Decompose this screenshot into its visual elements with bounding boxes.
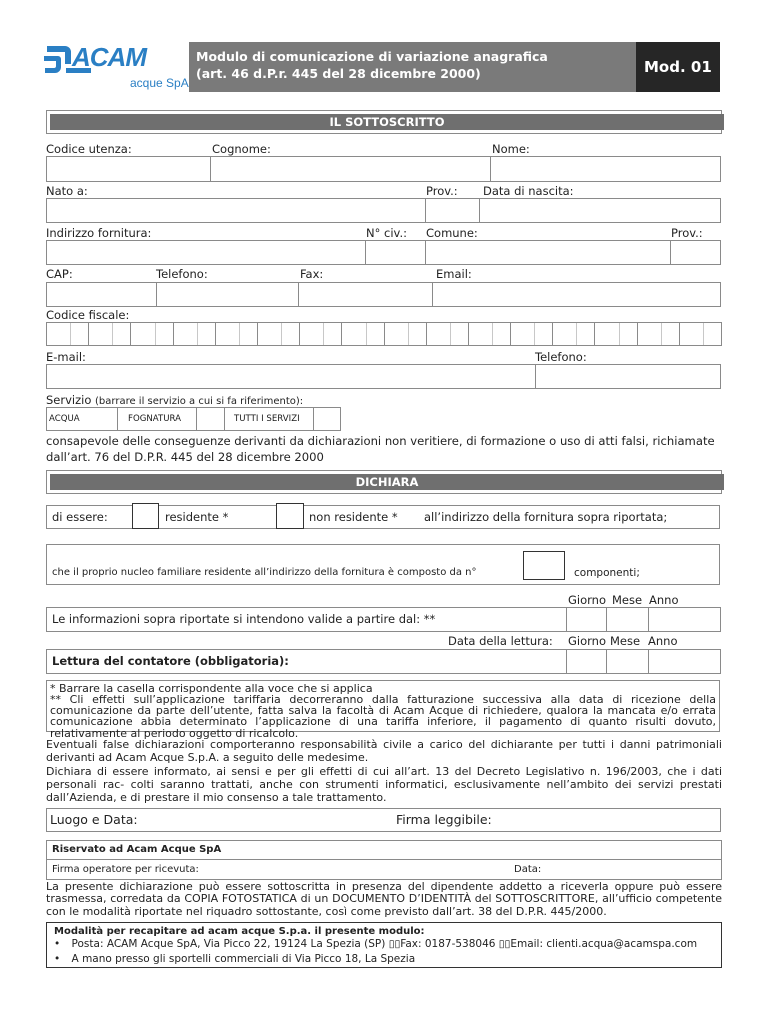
codice-fiscale-cell-divider	[239, 323, 240, 345]
codice-fiscale-label: Codice fiscale:	[46, 308, 130, 322]
cognome-label: Cognome:	[212, 142, 271, 156]
lettura-anno-field[interactable]	[648, 649, 721, 674]
numero-componenti-field[interactable]	[523, 551, 565, 580]
header-subtitle: (art. 46 d.P.r. 445 del 28 dicembre 2000)	[196, 66, 481, 81]
email2-field[interactable]	[46, 364, 536, 389]
servizio-label-text: Servizio	[46, 393, 92, 407]
codice-fiscale-cell[interactable]	[215, 322, 258, 346]
codice-fiscale-cell-divider	[492, 323, 493, 345]
fax-field[interactable]	[298, 282, 433, 307]
di-essere-label: di essere:	[52, 510, 108, 524]
codice-fiscale-cell[interactable]	[426, 322, 469, 346]
non-residente-label: non residente *	[309, 510, 398, 524]
lettura-contatore-label: Lettura del contatore (obbligatoria):	[52, 654, 289, 668]
data-nascita-label: Data di nascita:	[483, 184, 574, 198]
servizio-fognatura	[117, 407, 197, 431]
nato-a-field[interactable]	[46, 198, 426, 223]
prov-field[interactable]	[425, 198, 480, 223]
telefono-field[interactable]	[156, 282, 299, 307]
header-title: Modulo di comunicazione di variazione anagrafica	[196, 49, 548, 64]
codice-fiscale-cell[interactable]	[468, 322, 511, 346]
codice-fiscale-cell-divider	[576, 323, 577, 345]
telefono2-label: Telefono:	[535, 350, 587, 364]
codice-fiscale-cell[interactable]	[637, 322, 680, 346]
modalita-item-2-text: A mano presso gli sportelli commerciali di Via Picco 18, La Spezia	[71, 953, 416, 965]
servizio-fognatura-label: FOGNATURA	[128, 414, 182, 424]
servizio-note: (barrare il servizio a cui si fa riferimento):	[95, 396, 304, 407]
firma-leggibile-label: Firma leggibile:	[396, 812, 492, 827]
data-label: Data:	[514, 864, 542, 875]
logo-subtext: acque SpA	[130, 76, 189, 90]
giorno-heading: Giorno	[568, 593, 606, 607]
riservato-label: Riservato ad Acam Acque SpA	[52, 844, 222, 855]
codice-fiscale-cell-divider	[70, 323, 71, 345]
luogo-data-label: Luogo e Data:	[50, 812, 138, 827]
data-lettura-label: Data della lettura:	[448, 634, 553, 648]
firma-operatore-label: Firma operatore per ricevuta:	[52, 864, 199, 875]
codice-fiscale-cell-divider	[197, 323, 198, 345]
servizio-tutti	[224, 407, 314, 431]
codice-utenza-field[interactable]	[46, 156, 211, 182]
lettura-giorno-field[interactable]	[566, 649, 607, 674]
residente-label: residente *	[165, 510, 229, 524]
servizio-label	[46, 393, 303, 407]
modalita-item-1-text: Posta: ACAM Acque SpA, Via Picco 22, 19124 La Spezia (SP) ▯▯Fax: 0187-538046 ▯▯Email: clienti.acqua@acamspa.com	[71, 938, 698, 950]
codice-fiscale-cell[interactable]	[594, 322, 637, 346]
non-residente-checkbox[interactable]	[276, 503, 304, 529]
prov2-field[interactable]	[670, 240, 721, 265]
validita-mese-field[interactable]	[606, 607, 649, 632]
modalita-item-1	[54, 938, 697, 950]
false-dichiarazioni-text: Eventuali false dichiarazioni comporteranno responsabilità civile a carico del dichiarante per tutti i danni patrimoniali derivanti ad Acam Acque S.p.A. a seguito delle medesime.	[46, 738, 722, 765]
servizio-tutti-checkbox[interactable]	[313, 407, 341, 431]
codice-fiscale-cell[interactable]	[341, 322, 384, 346]
anno-heading: Anno	[649, 593, 679, 607]
servizio-tutti-label: TUTTI I SERVIZI	[234, 414, 300, 424]
codice-fiscale-cell[interactable]	[510, 322, 553, 346]
n-civ-label: N° civ.:	[366, 226, 407, 240]
comune-label: Comune:	[426, 226, 478, 240]
codice-fiscale-cell[interactable]	[552, 322, 595, 346]
servizio-fognatura-checkbox[interactable]	[196, 407, 225, 431]
prov-label: Prov.:	[426, 184, 458, 198]
section1-title: IL SOTTOSCRITTO	[50, 114, 724, 130]
codice-fiscale-cell[interactable]	[257, 322, 300, 346]
nome-label: Nome:	[492, 142, 530, 156]
codice-fiscale-cell[interactable]	[384, 322, 427, 346]
nucleo-text: che il proprio nucleo familiare residente all’indirizzo della fornitura è composto da n°	[52, 567, 477, 578]
mod-code: Mod. 01	[644, 58, 712, 76]
modalita-item-2	[54, 953, 415, 965]
email-label: Email:	[436, 267, 472, 281]
bullet-icon: •	[54, 953, 61, 965]
codice-fiscale-cell-divider	[450, 323, 451, 345]
residente-checkbox[interactable]	[132, 503, 159, 529]
mese-heading-2: Mese	[610, 634, 641, 648]
note-1: * Barrare la casella corrispondente alla voce che si applica	[50, 682, 373, 695]
codice-fiscale-cell[interactable]	[679, 322, 722, 346]
prov2-label: Prov.:	[671, 226, 703, 240]
indirizzo-fornitura-label: Indirizzo fornitura:	[46, 226, 152, 240]
n-civ-field[interactable]	[365, 240, 426, 265]
codice-fiscale-cell-divider	[661, 323, 662, 345]
telefono-label: Telefono:	[156, 267, 208, 281]
email-field[interactable]	[432, 282, 721, 307]
giorno-heading-2: Giorno	[568, 634, 606, 648]
lettura-mese-field[interactable]	[606, 649, 649, 674]
email2-label: E-mail:	[46, 350, 86, 364]
codice-fiscale-cell[interactable]	[46, 322, 89, 346]
codice-fiscale-cell-divider	[323, 323, 324, 345]
indirizzo-fornitura-text: all’indirizzo della fornitura sopra riportata;	[424, 510, 668, 524]
nome-field[interactable]	[490, 156, 721, 182]
telefono2-field[interactable]	[535, 364, 721, 389]
consapevole-text-2: dall’art. 76 del D.P.R. 445 del 28 dicembre 2000	[46, 450, 324, 464]
data-nascita-field[interactable]	[479, 198, 721, 223]
svg-text:ACAM: ACAM	[72, 42, 146, 72]
cap-field[interactable]	[46, 282, 157, 307]
validita-anno-field[interactable]	[648, 607, 721, 632]
anno-heading-2: Anno	[648, 634, 678, 648]
consapevole-text: consapevole delle conseguenze derivanti da dichiarazioni non veritiere, di formazione o uso di atti falsi, richiamate	[46, 434, 715, 448]
comune-field[interactable]	[425, 240, 671, 265]
servizio-acqua-label: ACQUA	[49, 414, 80, 424]
bullet-icon: •	[54, 938, 61, 950]
servizio-acqua	[46, 407, 117, 431]
codice-fiscale-cell[interactable]	[130, 322, 173, 346]
privacy-text: Dichiara di essere informato, ai sensi e per gli effetti di cui all’art. 13 del Decreto Legislativo n. 196/2003, che i dati personali rac- colti saranno trattati, anche con strumenti informatici, esclusivamente nell’ambito dei servizi prestati dall’Azienda, e di prestare il mio consenso a tale trattamento.	[46, 765, 722, 805]
codice-fiscale-cell-divider	[112, 323, 113, 345]
cap-label: CAP:	[46, 267, 73, 281]
codice-fiscale-cell[interactable]	[173, 322, 216, 346]
codice-fiscale-cell-divider	[366, 323, 367, 345]
note-2: ** Cli effetti sull’applicazione tariffaria decorreranno dalla fatturazione successiva alla data di ricezione della comunicazione da parte dell’utente, fatta salva la facoltà di Acam Acque di richiedere, qualora la mancata e/o errata comunicazione abbia determinato l’applicazione di una tariffa inferiore, il pagamento di quanto risulti dovuto, relativamente al periodo oggetto di ricalcolo.	[50, 693, 716, 740]
codice-fiscale-cell-divider	[281, 323, 282, 345]
codice-fiscale-cell[interactable]	[88, 322, 131, 346]
codice-fiscale-cell-divider	[155, 323, 156, 345]
validita-giorno-field[interactable]	[566, 607, 607, 632]
cognome-field[interactable]	[210, 156, 491, 182]
presente-text: La presente dichiarazione può essere sottoscritta in presenza del dipendente addetto a riceverla oppure può essere trasmessa, corredata da COPIA FOTOSTATICA di un DOCUMENTO D’IDENTITÀ del SOTTOSCRITTORE, all’ufficio competente con le modalità riportate nel riquadro sottostante, così come previsto dall’art. 38 del D.P.R. 445/2000.	[46, 880, 722, 918]
componenti-label: componenti;	[574, 567, 640, 579]
indirizzo-field[interactable]	[46, 240, 366, 265]
luogo-firma-row	[46, 808, 721, 832]
codice-fiscale-cell-divider	[619, 323, 620, 345]
informazioni-text: Le informazioni sopra riportate si intendono valide a partire dal: **	[52, 612, 436, 626]
nato-a-label: Nato a:	[46, 184, 88, 198]
section2-title: DICHIARA	[50, 474, 724, 490]
mese-heading: Mese	[612, 593, 643, 607]
codice-utenza-label: Codice utenza:	[46, 142, 132, 156]
codice-fiscale-cell-divider	[408, 323, 409, 345]
codice-fiscale-cell[interactable]	[299, 322, 342, 346]
codice-fiscale-cell-divider	[534, 323, 535, 345]
riservato-divider	[46, 859, 722, 860]
codice-fiscale-field[interactable]	[46, 322, 721, 346]
codice-fiscale-cell-divider	[703, 323, 704, 345]
fax-label: Fax:	[300, 267, 324, 281]
modalita-title: Modalità per recapitare ad acam acque S.p.a. il presente modulo:	[54, 926, 425, 937]
